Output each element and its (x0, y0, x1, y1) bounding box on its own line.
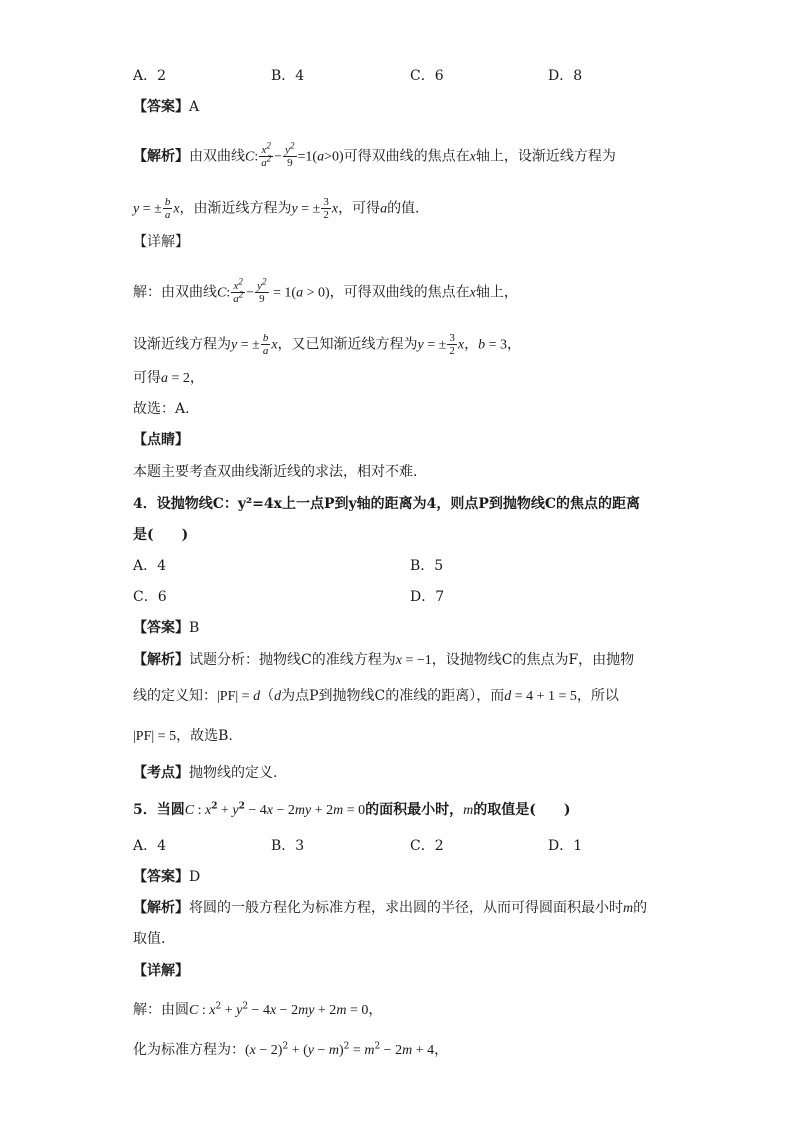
q4-answer: 【答案】B (133, 620, 200, 636)
q5-option-b: B．3 (271, 838, 305, 854)
q3-detail-line1: 解：由双曲线C: $\frac{x^2}{a^2}$ − $\frac{y^2}{9}$ = 1(a > 0)，可得双曲线的焦点在x轴上， (133, 276, 518, 305)
q3-detail-line2: 设渐近线方程为y = ± $\frac{b}{a}$ x，又已知渐近线方程为y = ± $\frac{3}{2}$ x，b = 3， (133, 332, 521, 357)
q5-analysis-line2: 取值. (133, 931, 166, 947)
q5-analysis-line1: 【解析】将圆的一般方程化为标准方程，求出圆的半径，从而可得圆面积最小时m的 (133, 900, 648, 916)
q4-stem-line1: 4．设抛物线C：y²=4x上一点P到y轴的距离为4，则点P到抛物线C的焦点的距离 (133, 496, 641, 512)
q5-detail-line2: 化为标准方程为：$(x - 2)^2 + (y - m)^2 = m^2 - 2m + 4$， (133, 1041, 449, 1058)
q3-detail-line4: 故选：A. (133, 401, 190, 417)
q4-option-c: C．6 (133, 589, 167, 605)
q4-option-b: B．5 (410, 558, 444, 574)
q3-answer: 【答案】A (133, 99, 200, 115)
q5-option-d: D．1 (548, 838, 583, 854)
q4-kaodian: 【考点】抛物线的定义. (133, 765, 278, 781)
q4-analysis-line1: 【解析】试题分析：抛物线C的准线方程为x = −1，设抛物线C的焦点为F，由抛物 (133, 652, 635, 668)
q4-option-a: A．4 (133, 558, 167, 574)
q3-comment: 本题主要考查双曲线渐近线的求法，相对不难. (133, 464, 418, 480)
q3-option-b: B．4 (271, 68, 305, 84)
q5-answer: 【答案】D (133, 869, 201, 885)
q3-comment-tag: 【点睛】 (133, 432, 189, 448)
q4-analysis-line2: 线的定义知：|PF| = d（d为点P到抛物线C的准线的距离），而d = 4 + 1 = 5，所以 (133, 688, 619, 704)
q3-detail-line3: 可得a = 2， (133, 370, 204, 386)
q5-detail-line1: 解：由圆C : $x^2 + y^2 - 4x - 2my + 2m = 0$， (133, 1001, 383, 1018)
q5-stem: 5．当圆C : $x^2 + y^2 - 4x - 2my + 2m = 0$的面积最小时，m的取值是( ) (133, 801, 571, 818)
q3-analysis-line1: 【解析】由双曲线C: $\frac{x^2}{a^2}$ − $\frac{y^2}{9}$ =1(a>0)可得双曲线的焦点在x轴上，设渐近线方程为 (133, 140, 616, 169)
q5-option-c: C．2 (410, 838, 444, 854)
q3-detail-tag: 【详解】 (133, 234, 189, 250)
q3-analysis-line2: y = ± $\frac{b}{a}$ x，由渐近线方程为y = ± $\frac{3}{2}$ x，可得a的值. (133, 196, 420, 221)
q4-option-d: D．7 (410, 589, 445, 605)
q5-detail-tag: 【详解】 (133, 963, 189, 979)
q5-option-a: A．4 (133, 838, 167, 854)
q4-stem-line2: 是( ) (133, 527, 189, 543)
q3-option-c: C．6 (410, 68, 444, 84)
q3-option-a: A．2 (133, 68, 167, 84)
q4-analysis-line3: |PF| = 5，故选B. (133, 728, 233, 744)
q3-option-d: D．8 (548, 68, 583, 84)
